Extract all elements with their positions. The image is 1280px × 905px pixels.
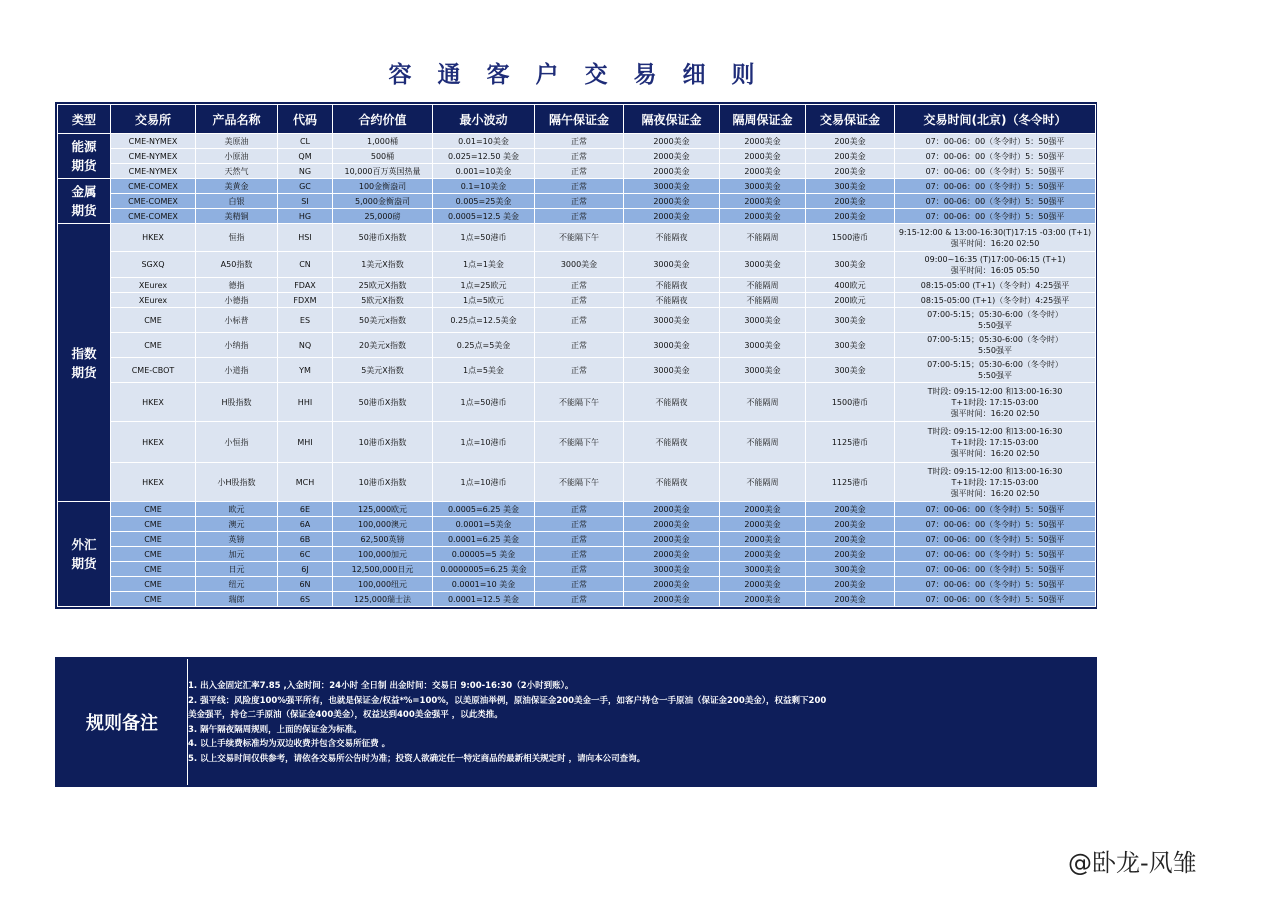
table-cell: 07:00-5:15；05:30-6:00（冬令时） 5:50强平 <box>895 308 1096 333</box>
table-cell: 200美金 <box>806 502 895 517</box>
table-cell: 2000美金 <box>720 164 806 179</box>
table-cell: 德指 <box>196 278 278 293</box>
table-cell: 不能隔下午 <box>535 383 624 422</box>
table-cell: 不能隔夜 <box>624 383 720 422</box>
table-cell: 6S <box>278 592 333 607</box>
table-cell: 小标普 <box>196 308 278 333</box>
table-cell: 07：00-06：00（冬令时）5：50强平 <box>895 209 1096 224</box>
table-cell: 0.25点=12.5美金 <box>433 308 535 333</box>
table-cell: 不能隔下午 <box>535 463 624 502</box>
table-cell: 小德指 <box>196 293 278 308</box>
table-cell: 正常 <box>535 278 624 293</box>
table-cell: 6A <box>278 517 333 532</box>
table-cell: 正常 <box>535 517 624 532</box>
table-cell: 1点=10港币 <box>433 422 535 463</box>
table-cell: 0.1=10美金 <box>433 179 535 194</box>
table-cell: 300美金 <box>806 333 895 358</box>
remark-line: 5. 以上交易时间仅供参考，请依各交易所公告时为准；投资人欲确定任一特定商品的最新相关规定时 ，请向本公司查询。 <box>188 753 646 764</box>
table-cell: 美精铜 <box>196 209 278 224</box>
table-cell: 6C <box>278 547 333 562</box>
table-cell: 1点=25欧元 <box>433 278 535 293</box>
table-cell: 07：00-06：00（冬令时）5：50强平 <box>895 149 1096 164</box>
table-cell: 125,000欧元 <box>333 502 433 517</box>
table-cell: 2000美金 <box>624 149 720 164</box>
table-cell: 200美金 <box>806 532 895 547</box>
table-cell: 500桶 <box>333 149 433 164</box>
table-cell: 200美金 <box>806 194 895 209</box>
table-cell: 欧元 <box>196 502 278 517</box>
table-cell: 0.0001=12.5 美金 <box>433 592 535 607</box>
table-cell: 日元 <box>196 562 278 577</box>
table-cell: 300美金 <box>806 179 895 194</box>
table-cell: 09:00~16:35 (T)17:00-06:15 (T+1) 强平时间：16:05 05:50 <box>895 252 1096 278</box>
table-row <box>58 383 1096 422</box>
table-cell: 300美金 <box>806 358 895 383</box>
table-cell: 2000美金 <box>624 134 720 149</box>
table-header-row <box>58 105 1096 134</box>
table-cell: 6J <box>278 562 333 577</box>
table-cell: 0.00005=5 美金 <box>433 547 535 562</box>
table-cell: 07：00-06：00（冬令时）5：50强平 <box>895 532 1096 547</box>
table-row <box>58 164 1096 179</box>
table-row <box>58 592 1096 607</box>
table-cell: 不能隔夜 <box>624 224 720 252</box>
table-cell: 美原油 <box>196 134 278 149</box>
table-cell: 6E <box>278 502 333 517</box>
table-cell: HKEX <box>111 422 196 463</box>
table-cell: 07：00-06：00（冬令时）5：50强平 <box>895 164 1096 179</box>
table-cell: 正常 <box>535 547 624 562</box>
table-row <box>58 517 1096 532</box>
table-cell: 白银 <box>196 194 278 209</box>
table-cell: CME <box>111 517 196 532</box>
table-cell: 不能隔夜 <box>624 422 720 463</box>
table-cell: NG <box>278 164 333 179</box>
category-label: 金属 <box>71 184 97 199</box>
table-cell: 50港币X指数 <box>333 224 433 252</box>
column-header: 交易所 <box>111 105 196 134</box>
table-cell: YM <box>278 358 333 383</box>
remarks-section <box>55 657 1097 787</box>
table-cell: 2000美金 <box>720 577 806 592</box>
table-row <box>58 532 1096 547</box>
table-cell: CME <box>111 333 196 358</box>
table-cell: 1美元X指数 <box>333 252 433 278</box>
table-cell: 纽元 <box>196 577 278 592</box>
table-cell: 1点=5美金 <box>433 358 535 383</box>
table-cell: 200美金 <box>806 592 895 607</box>
table-cell: 恒指 <box>196 224 278 252</box>
table-row <box>58 209 1096 224</box>
table-row <box>58 308 1096 333</box>
table-cell: 0.01=10美金 <box>433 134 535 149</box>
table-cell: 3000美金 <box>624 179 720 194</box>
table-cell: 天然气 <box>196 164 278 179</box>
table-cell: 3000美金 <box>720 358 806 383</box>
table-cell: 正常 <box>535 333 624 358</box>
table-cell: 10港币X指数 <box>333 463 433 502</box>
table-cell: 不能隔周 <box>720 293 806 308</box>
table-cell: 1500港币 <box>806 224 895 252</box>
table-cell: 200欧元 <box>806 293 895 308</box>
table-cell: 2000美金 <box>720 502 806 517</box>
table-cell: CME-COMEX <box>111 194 196 209</box>
category-label: 外汇 <box>71 537 97 552</box>
table-cell: 3000美金 <box>624 562 720 577</box>
category-cell <box>58 179 111 224</box>
table-cell: 400欧元 <box>806 278 895 293</box>
table-cell: FDAX <box>278 278 333 293</box>
table-cell: 2000美金 <box>624 517 720 532</box>
table-cell: 100,000加元 <box>333 547 433 562</box>
remark-line: 4. 以上手续费标准均为双边收费并包含交易所征费 。 <box>188 739 391 749</box>
table-cell: 07：00-06：00（冬令时）5：50强平 <box>895 562 1096 577</box>
table-cell: 3000美金 <box>720 562 806 577</box>
table-cell: HKEX <box>111 383 196 422</box>
table-cell: 25,000磅 <box>333 209 433 224</box>
table-cell: SGXQ <box>111 252 196 278</box>
category-label: 期货 <box>71 556 97 571</box>
column-header: 隔夜保证金 <box>624 105 720 134</box>
table-cell: 3000美金 <box>720 179 806 194</box>
table-cell: 07:00-5:15；05:30-6:00（冬令时） 5:50强平 <box>895 358 1096 383</box>
column-header: 隔午保证金 <box>535 105 624 134</box>
table-cell: 07：00-06：00（冬令时）5：50强平 <box>895 577 1096 592</box>
table-cell: 小H股指数 <box>196 463 278 502</box>
table-cell: 2000美金 <box>720 134 806 149</box>
table-cell: 3000美金 <box>720 308 806 333</box>
column-header: 类型 <box>58 105 111 134</box>
table-cell: 不能隔下午 <box>535 422 624 463</box>
table-cell: 200美金 <box>806 149 895 164</box>
remark-line: 2. 强平线：风险度100%强平所有，也就是保证金/权益*%=100%，以美原油举例，原油保证金200美金一手，如客户持仓一手原油（保证金200美金），权益剩下200 <box>188 695 827 706</box>
table-cell: 1点=1美金 <box>433 252 535 278</box>
table-row <box>58 358 1096 383</box>
table-cell: 200美金 <box>806 209 895 224</box>
column-header: 隔周保证金 <box>720 105 806 134</box>
table-cell: 1点=50港币 <box>433 224 535 252</box>
table-cell: 3000美金 <box>624 358 720 383</box>
table-cell: 正常 <box>535 577 624 592</box>
table-cell: 正常 <box>535 209 624 224</box>
table-cell: NQ <box>278 333 333 358</box>
table-cell: 小道指 <box>196 358 278 383</box>
table-cell: CME-CBOT <box>111 358 196 383</box>
table-cell: CME <box>111 547 196 562</box>
table-cell: FDXM <box>278 293 333 308</box>
table-cell: 0.0001=6.25 美金 <box>433 532 535 547</box>
table-cell: 加元 <box>196 547 278 562</box>
table-cell: 07：00-06：00（冬令时）5：50强平 <box>895 517 1096 532</box>
table-cell: 不能隔夜 <box>624 293 720 308</box>
table-cell: 50美元x指数 <box>333 308 433 333</box>
table-cell: 小原油 <box>196 149 278 164</box>
table-cell: 12,500,000日元 <box>333 562 433 577</box>
table-cell: 0.0001=5美金 <box>433 517 535 532</box>
table-cell: 0.0005=12.5 美金 <box>433 209 535 224</box>
table-cell: 0.025=12.50 美金 <box>433 149 535 164</box>
table-cell: 100,000纽元 <box>333 577 433 592</box>
watermark: @卧龙-风雏 <box>1068 849 1197 877</box>
table-cell: 2000美金 <box>624 592 720 607</box>
table-cell: 美黄金 <box>196 179 278 194</box>
table-cell: 不能隔下午 <box>535 224 624 252</box>
table-cell: HKEX <box>111 463 196 502</box>
table-cell: T时段: 09:15-12:00 和13:00-16:30 T+1时段: 17:15-03:00 强平时间：16:20 02:50 <box>895 383 1096 422</box>
category-label: 能源 <box>71 139 97 154</box>
table-cell: 9:15-12:00 & 13:00-16:30(T)17:15 -03:00 (T+1) 强平时间：16:20 02:50 <box>895 224 1096 252</box>
table-cell: 07:00-5:15；05:30-6:00（冬令时） 5:50强平 <box>895 333 1096 358</box>
table-cell: 2000美金 <box>720 532 806 547</box>
table-cell: 0.005=25美金 <box>433 194 535 209</box>
table-cell: 300美金 <box>806 562 895 577</box>
category-label: 期货 <box>71 203 97 218</box>
remarks-title: 规则备注 <box>57 659 188 785</box>
table-row <box>58 463 1096 502</box>
table-row <box>58 422 1096 463</box>
table-cell: SI <box>278 194 333 209</box>
table-cell: 10,000百万英国热量 <box>333 164 433 179</box>
table-cell: 正常 <box>535 562 624 577</box>
trading-rules-table <box>55 102 1097 609</box>
table-cell: 不能隔周 <box>720 463 806 502</box>
table-cell: 不能隔周 <box>720 224 806 252</box>
table-cell: 正常 <box>535 358 624 383</box>
table-cell: 0.0000005=6.25 美金 <box>433 562 535 577</box>
table-cell: 小纳指 <box>196 333 278 358</box>
column-header: 合约价值 <box>333 105 433 134</box>
table-cell: 0.0001=10 美金 <box>433 577 535 592</box>
table-cell: 1点=50港币 <box>433 383 535 422</box>
table-cell: 08:15-05:00 (T+1)（冬令时）4:25强平 <box>895 293 1096 308</box>
table-cell: 不能隔夜 <box>624 278 720 293</box>
table-row <box>58 278 1096 293</box>
table-cell: 2000美金 <box>624 577 720 592</box>
table-cell: 07：00-06：00（冬令时）5：50强平 <box>895 547 1096 562</box>
table-cell: CME <box>111 562 196 577</box>
table-cell: CME-COMEX <box>111 179 196 194</box>
category-label: 期货 <box>71 364 97 380</box>
table-cell: CME <box>111 592 196 607</box>
table-cell: 不能隔周 <box>720 383 806 422</box>
table-cell: CL <box>278 134 333 149</box>
table-cell: H股指数 <box>196 383 278 422</box>
column-header: 交易时间(北京)（冬令时） <box>895 105 1096 134</box>
category-cell <box>58 224 111 502</box>
table-cell: 正常 <box>535 194 624 209</box>
table-cell: 正常 <box>535 592 624 607</box>
table-cell: 0.25点=5美金 <box>433 333 535 358</box>
table-cell: 200美金 <box>806 517 895 532</box>
table-cell: MHI <box>278 422 333 463</box>
column-header: 最小波动 <box>433 105 535 134</box>
table-cell: 2000美金 <box>624 547 720 562</box>
remark-line: 美金强平，持仓二手原油（保证金400美金），权益达到400美金强平 ，以此类推。 <box>188 710 503 720</box>
table-cell: CME <box>111 502 196 517</box>
table-cell: 1125港币 <box>806 463 895 502</box>
table-cell: 2000美金 <box>720 547 806 562</box>
table-cell: 07：00-06：00（冬令时）5：50强平 <box>895 179 1096 194</box>
table-cell: 不能隔周 <box>720 422 806 463</box>
table-cell: 10港币X指数 <box>333 422 433 463</box>
table-cell: 07：00-06：00（冬令时）5：50强平 <box>895 502 1096 517</box>
column-header: 代码 <box>278 105 333 134</box>
table-row <box>58 562 1096 577</box>
table-cell: 不能隔夜 <box>624 463 720 502</box>
table-cell: 2000美金 <box>624 194 720 209</box>
table-cell: 2000美金 <box>624 502 720 517</box>
table-row <box>58 547 1096 562</box>
table-cell: 2000美金 <box>624 164 720 179</box>
table-cell: 1点=5欧元 <box>433 293 535 308</box>
table-row <box>58 179 1096 194</box>
table-cell: 2000美金 <box>624 209 720 224</box>
table-cell: MCH <box>278 463 333 502</box>
table-cell: 正常 <box>535 134 624 149</box>
table-cell: 3000美金 <box>720 333 806 358</box>
table-cell: CME <box>111 532 196 547</box>
remark-line: 3. 隔午隔夜隔周规则，上面的保证金为标准。 <box>188 724 362 735</box>
table-cell: 100,000澳元 <box>333 517 433 532</box>
remark-line: 1. 出入金固定汇率7.85 ,入金时间：24小时 全日制 出金时间：交易日 9:00-16:30（2小时到账）。 <box>188 681 574 691</box>
table-row <box>58 224 1096 252</box>
table-cell: 正常 <box>535 164 624 179</box>
table-cell: 0.0005=6.25 美金 <box>433 502 535 517</box>
table-cell: CME-NYMEX <box>111 164 196 179</box>
remarks-body <box>188 679 1088 766</box>
table-row <box>58 293 1096 308</box>
table-cell: 正常 <box>535 502 624 517</box>
table-cell: 英镑 <box>196 532 278 547</box>
table-cell: 200美金 <box>806 134 895 149</box>
table-row <box>58 194 1096 209</box>
table-row <box>58 134 1096 149</box>
table-cell: HG <box>278 209 333 224</box>
column-header: 产品名称 <box>196 105 278 134</box>
table-cell: 125,000瑞士法 <box>333 592 433 607</box>
table-cell: 2000美金 <box>720 149 806 164</box>
table-cell: 正常 <box>535 308 624 333</box>
table-cell: 07：00-06：00（冬令时）5：50强平 <box>895 194 1096 209</box>
table-cell: CME-COMEX <box>111 209 196 224</box>
category-cell <box>58 502 111 607</box>
table-row <box>58 333 1096 358</box>
table-cell: T时段: 09:15-12:00 和13:00-16:30 T+1时段: 17:15-03:00 强平时间：16:20 02:50 <box>895 422 1096 463</box>
table-row <box>58 252 1096 278</box>
table-cell: 07：00-06：00（冬令时）5：50强平 <box>895 592 1096 607</box>
table-cell: XEurex <box>111 278 196 293</box>
table-cell: 25欧元X指数 <box>333 278 433 293</box>
table-cell: 2000美金 <box>720 209 806 224</box>
table-cell: CME <box>111 577 196 592</box>
table-cell: ES <box>278 308 333 333</box>
table-cell: 08:15-05:00 (T+1)（冬令时）4:25强平 <box>895 278 1096 293</box>
category-cell <box>58 134 111 179</box>
table-cell: 3000美金 <box>624 252 720 278</box>
table-cell: CME-NYMEX <box>111 134 196 149</box>
table-cell: 200美金 <box>806 547 895 562</box>
table-cell: 2000美金 <box>624 532 720 547</box>
table-cell: 5欧元X指数 <box>333 293 433 308</box>
table-cell: 1500港币 <box>806 383 895 422</box>
table-cell: 瑞郎 <box>196 592 278 607</box>
table-cell: HKEX <box>111 224 196 252</box>
table-cell: 200美金 <box>806 164 895 179</box>
column-header: 交易保证金 <box>806 105 895 134</box>
table-cell: 3000美金 <box>720 252 806 278</box>
table-cell: 正常 <box>535 179 624 194</box>
table-cell: 300美金 <box>806 252 895 278</box>
table-cell: 1125港币 <box>806 422 895 463</box>
table-cell: 6N <box>278 577 333 592</box>
table-cell: 0.001=10美金 <box>433 164 535 179</box>
table-cell: 正常 <box>535 149 624 164</box>
table-cell: 1,000桶 <box>333 134 433 149</box>
table-cell: 100金衡盎司 <box>333 179 433 194</box>
table-cell: 300美金 <box>806 308 895 333</box>
table-cell: CN <box>278 252 333 278</box>
table-cell: 2000美金 <box>720 194 806 209</box>
table-row <box>58 577 1096 592</box>
table-row <box>58 149 1096 164</box>
table-cell: GC <box>278 179 333 194</box>
table-cell: 5,000金衡盎司 <box>333 194 433 209</box>
table-cell: 3000美金 <box>624 333 720 358</box>
table-cell: 50港币X指数 <box>333 383 433 422</box>
table-cell: 5美元X指数 <box>333 358 433 383</box>
category-label: 期货 <box>71 158 97 173</box>
table-cell: HSI <box>278 224 333 252</box>
table-cell: 正常 <box>535 532 624 547</box>
category-label: 指数 <box>71 345 97 361</box>
table-cell: HHI <box>278 383 333 422</box>
table-cell: XEurex <box>111 293 196 308</box>
table-cell: 2000美金 <box>720 592 806 607</box>
table-cell: 3000美金 <box>535 252 624 278</box>
table-cell: 不能隔周 <box>720 278 806 293</box>
table-cell: CME <box>111 308 196 333</box>
table-cell: 3000美金 <box>624 308 720 333</box>
table-cell: 澳元 <box>196 517 278 532</box>
page-title: 容 通 客 户 交 易 细 则 <box>388 62 764 88</box>
table-cell: T时段: 09:15-12:00 和13:00-16:30 T+1时段: 17:15-03:00 强平时间：16:20 02:50 <box>895 463 1096 502</box>
table-row <box>58 502 1096 517</box>
table-cell: 1点=10港币 <box>433 463 535 502</box>
table-cell: 07：00-06：00（冬令时）5：50强平 <box>895 134 1096 149</box>
table-cell: A50指数 <box>196 252 278 278</box>
table-cell: CME-NYMEX <box>111 149 196 164</box>
table-cell: 6B <box>278 532 333 547</box>
table-cell: 正常 <box>535 293 624 308</box>
table-cell: 200美金 <box>806 577 895 592</box>
table-cell: 小恒指 <box>196 422 278 463</box>
table-cell: QM <box>278 149 333 164</box>
table-cell: 62,500英镑 <box>333 532 433 547</box>
table-cell: 2000美金 <box>720 517 806 532</box>
table-cell: 20美元x指数 <box>333 333 433 358</box>
